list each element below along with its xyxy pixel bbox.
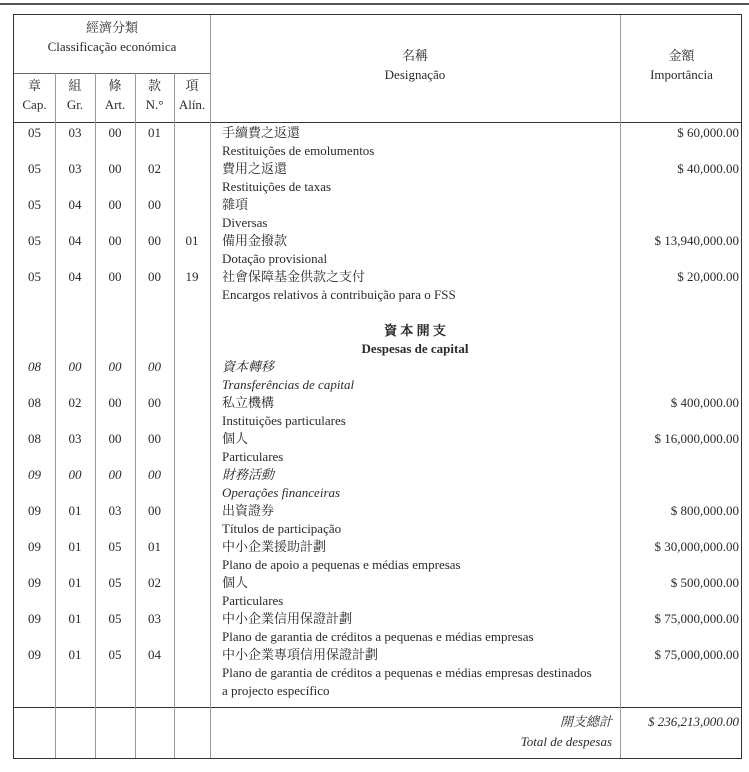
code-n: 01 (148, 125, 161, 140)
code-cap: 09 (28, 539, 41, 554)
designation-pt: Restituições de emolumentos (222, 143, 375, 158)
code-n: 02 (148, 575, 161, 590)
designation-pt: Designação (384, 67, 446, 82)
designation-zh: 私立機構 (222, 395, 275, 410)
divider (14, 122, 741, 123)
code-cap: 09 (28, 647, 41, 662)
total-label-pt: Total de despesas (520, 734, 612, 749)
code-art: 00 (108, 197, 122, 212)
code-gr: 01 (68, 575, 82, 590)
amount: $ 30,000,000.00 (654, 539, 739, 554)
code-art: 00 (108, 233, 122, 248)
amount-zh: 金額 (668, 48, 695, 63)
designation-zh: 名稱 (401, 48, 428, 63)
code-cap: 09 (28, 503, 41, 518)
designation-pt: Diversas (222, 215, 268, 230)
amount-pt: Importância (650, 67, 713, 82)
code-art: 00 (108, 125, 122, 140)
amount: $ 20,000.00 (677, 269, 739, 284)
col-header-pt: N.° (145, 97, 164, 112)
designation-zh: 出資證券 (222, 503, 275, 518)
designation-zh: 個人 (222, 431, 249, 446)
amount: $ 400,000.00 (670, 395, 739, 410)
designation-pt: Plano de garantia de créditos a pequenas e médias empresas destinados (222, 665, 592, 680)
code-n: 00 (148, 233, 161, 248)
top-rule (0, 3, 749, 5)
code-cap: 08 (28, 359, 41, 374)
code-n: 00 (148, 431, 161, 446)
col-header-zh: 條 (108, 78, 122, 93)
code-art: 05 (108, 539, 122, 554)
amount: $ 800,000.00 (670, 503, 739, 518)
divider (210, 15, 211, 758)
designation-zh: 備用金撥款 (222, 233, 288, 248)
col-header-zh: 章 (27, 78, 41, 93)
code-art: 05 (108, 647, 122, 662)
section-heading-pt: Despesas de capital (361, 341, 469, 356)
designation-pt: Particulares (222, 593, 284, 608)
col-header-pt: Cap. (22, 97, 47, 112)
code-gr: 00 (68, 359, 82, 374)
code-art: 00 (108, 395, 122, 410)
code-art: 00 (108, 359, 122, 374)
designation-pt: Instituições particulares (222, 413, 346, 428)
designation-pt: a projecto específico (222, 683, 330, 698)
code-art: 05 (108, 611, 122, 626)
code-cap: 05 (28, 269, 41, 284)
code-n: 00 (148, 467, 161, 482)
col-header-zh: 款 (147, 78, 161, 93)
code-gr: 04 (68, 197, 82, 212)
code-cap: 09 (28, 611, 41, 626)
designation-zh: 社會保障基金供款之支付 (222, 269, 366, 284)
code-n: 00 (148, 503, 161, 518)
amount: $ 60,000.00 (677, 125, 739, 140)
code-art: 03 (108, 503, 122, 518)
code-art: 00 (108, 431, 122, 446)
code-cap: 09 (28, 575, 41, 590)
code-n: 01 (148, 539, 161, 554)
divider (174, 73, 175, 758)
col-header-pt: Art. (104, 97, 126, 112)
classification-pt: Classificação económica (47, 39, 177, 54)
designation-pt: Plano de garantia de créditos a pequenas e médias empresas (222, 629, 534, 644)
designation-pt: Particulares (222, 449, 284, 464)
designation-pt: Operações financeiras (222, 485, 341, 500)
designation-pt: Encargos relativos à contribuição para o FSS (222, 287, 456, 302)
designation-zh: 中小企業援助計劃 (222, 539, 327, 554)
code-n: 04 (148, 647, 161, 662)
code-gr: 03 (68, 161, 82, 176)
amount: $ 40,000.00 (677, 161, 739, 176)
amount: $ 500,000.00 (670, 575, 739, 590)
code-n: 00 (148, 197, 161, 212)
code-gr: 00 (68, 467, 82, 482)
code-gr: 01 (68, 503, 82, 518)
code-cap: 05 (28, 161, 41, 176)
code-cap: 05 (28, 125, 41, 140)
code-cap: 08 (28, 431, 41, 446)
amount: $ 75,000,000.00 (654, 611, 739, 626)
code-art: 00 (108, 161, 122, 176)
col-header-zh: 組 (68, 78, 82, 93)
code-gr: 01 (68, 611, 82, 626)
designation-zh: 手續費之返還 (222, 125, 301, 140)
code-n: 00 (148, 395, 161, 410)
col-header-pt: Alín. (178, 97, 206, 112)
divider (14, 707, 741, 708)
code-gr: 04 (68, 269, 82, 284)
classification-zh: 經濟分類 (85, 20, 138, 35)
col-header-zh: 項 (185, 78, 199, 93)
designation-zh: 中小企業專項信用保證計劃 (222, 647, 379, 662)
designation-pt: Transferências de capital (222, 377, 355, 392)
designation-zh: 資本轉移 (222, 359, 275, 374)
code-cap: 08 (28, 395, 41, 410)
code-gr: 01 (68, 539, 82, 554)
code-alin: 19 (185, 269, 199, 284)
divider (14, 73, 210, 74)
designation-pt: Restituições de taxas (222, 179, 332, 194)
code-cap: 05 (28, 233, 41, 248)
designation-pt: Títulos de participação (222, 521, 342, 536)
code-gr: 03 (68, 125, 82, 140)
code-art: 00 (108, 269, 122, 284)
section-heading-zh: 資 本 開 支 (384, 323, 446, 338)
designation-zh: 個人 (222, 575, 249, 590)
code-alin: 01 (185, 233, 199, 248)
expense-table (13, 14, 742, 759)
code-cap: 05 (28, 197, 41, 212)
amount: $ 75,000,000.00 (654, 647, 739, 662)
code-gr: 02 (68, 395, 82, 410)
designation-pt: Dotação provisional (222, 251, 328, 266)
designation-zh: 中小企業信用保證計劃 (222, 611, 353, 626)
amount: $ 16,000,000.00 (654, 431, 739, 446)
designation-zh: 雜項 (222, 197, 249, 212)
designation-zh: 財務活動 (222, 467, 275, 482)
code-n: 02 (148, 161, 161, 176)
code-n: 00 (148, 269, 161, 284)
amount: $ 13,940,000.00 (654, 233, 739, 248)
code-gr: 03 (68, 431, 82, 446)
total-label-zh: 開支總計 (559, 714, 612, 729)
code-n: 00 (148, 359, 161, 374)
col-header-pt: Gr. (66, 97, 84, 112)
code-n: 03 (148, 611, 161, 626)
code-art: 05 (108, 575, 122, 590)
code-gr: 04 (68, 233, 82, 248)
designation-zh: 費用之返還 (222, 161, 288, 176)
code-art: 00 (108, 467, 122, 482)
code-gr: 01 (68, 647, 82, 662)
designation-pt: Plano de apoio a pequenas e médias empresas (222, 557, 461, 572)
code-cap: 09 (28, 467, 41, 482)
total-amount: $ 236,213,000.00 (648, 714, 739, 729)
